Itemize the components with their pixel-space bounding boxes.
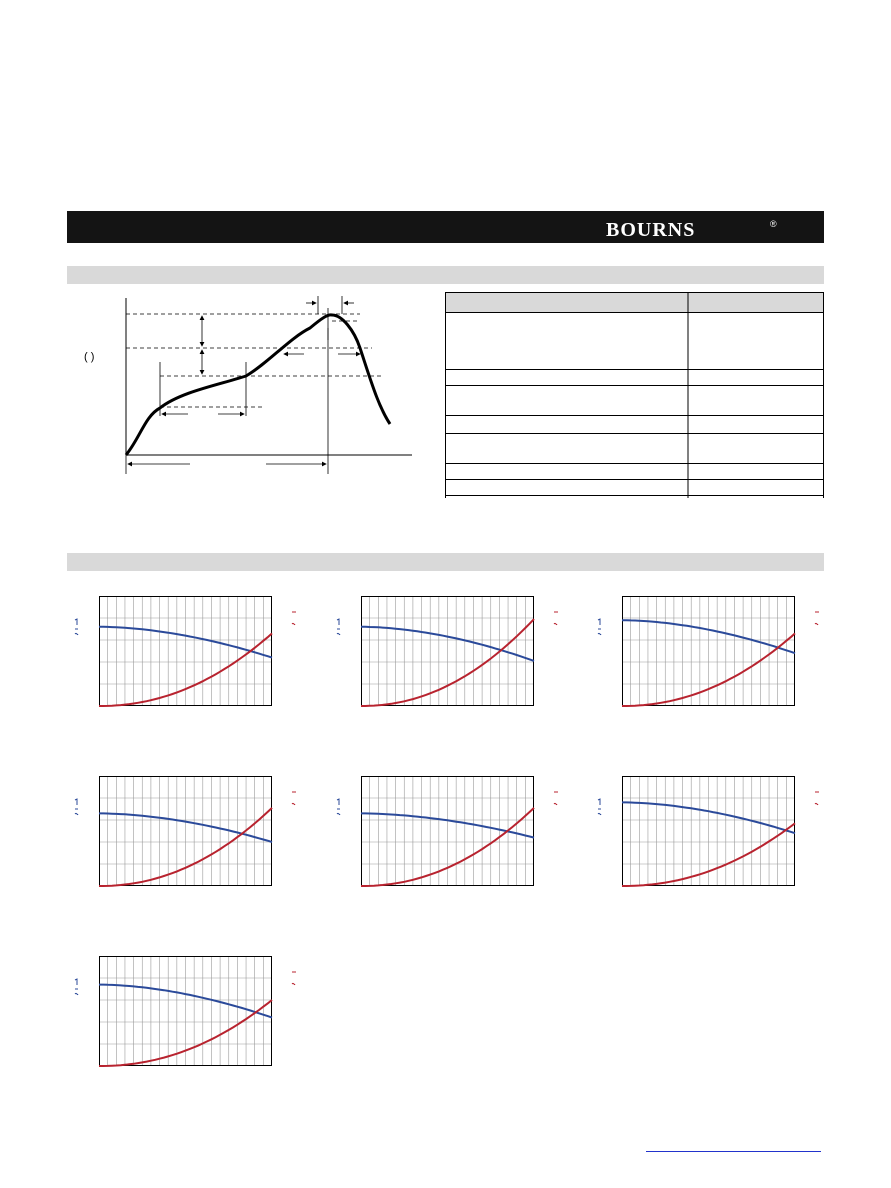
characteristic-chart-5 — [331, 776, 564, 893]
left-axis-mark — [337, 799, 340, 815]
right-axis-mark — [292, 792, 296, 805]
profile-y-axis-paren: ( ) — [84, 351, 95, 363]
characteristic-chart-7 — [69, 956, 302, 1073]
characteristic-chart-2 — [331, 596, 564, 713]
spec-table-header — [446, 293, 824, 313]
brand-mark: ® — [770, 219, 777, 229]
left-axis-mark — [598, 619, 601, 635]
section-bar-characteristics — [67, 553, 824, 571]
reflow-profile-diagram — [70, 288, 420, 493]
reflow-profile-curve — [126, 315, 390, 455]
section-bar-profile — [67, 266, 824, 284]
brand-logo-text: BOURNS — [606, 219, 696, 238]
brand-logo — [606, 218, 786, 243]
spec-table — [445, 292, 825, 507]
characteristic-chart-1 — [69, 596, 302, 713]
left-axis-mark — [337, 619, 340, 635]
right-axis-mark — [292, 612, 296, 625]
left-axis-mark — [75, 979, 78, 995]
right-axis-mark — [554, 792, 558, 805]
footer-link-underline[interactable] — [646, 1151, 821, 1152]
right-axis-mark — [554, 612, 558, 625]
left-axis-mark — [75, 619, 78, 635]
left-axis-mark — [598, 799, 601, 815]
characteristic-chart-4 — [69, 776, 302, 893]
right-axis-mark — [815, 792, 819, 805]
characteristic-chart-6 — [592, 776, 825, 893]
right-axis-mark — [815, 612, 819, 625]
left-axis-mark — [75, 799, 78, 815]
header-bar — [67, 211, 824, 243]
characteristic-chart-3 — [592, 596, 825, 713]
right-axis-mark — [292, 972, 296, 985]
